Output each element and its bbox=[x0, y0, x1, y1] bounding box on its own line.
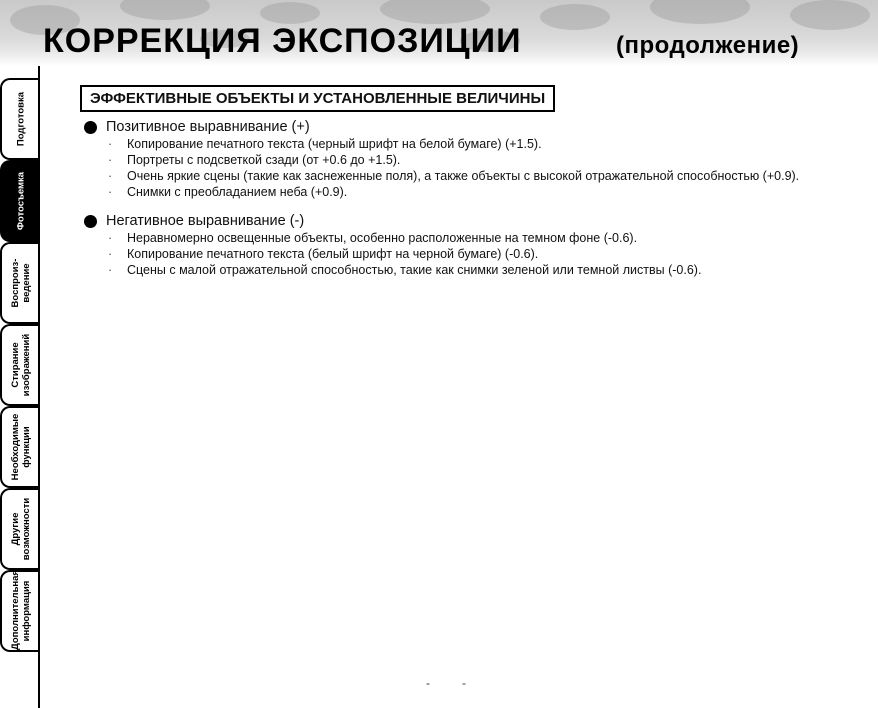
list-item bbox=[108, 247, 538, 261]
list-item-text: Копирование печатного текста (черный шрифт на белой бумаге) (+1.5). bbox=[127, 137, 542, 151]
bullet-icon bbox=[84, 215, 97, 228]
list-item-text: Сцены с малой отражательной способностью, такие как снимки зеленой или темной листвы (-0.6). bbox=[127, 263, 702, 277]
list-item-text: Неравномерно освещенные объекты, особенно расположенные на темном фоне (-0.6). bbox=[127, 231, 638, 245]
list-item-text: Копирование печатного текста (белый шрифт на черной бумаге) (-0.6). bbox=[127, 247, 539, 261]
tab-preparation[interactable] bbox=[0, 78, 40, 160]
tab-label: Стирание изображений bbox=[10, 333, 32, 397]
tab-label: Необходимые функции bbox=[10, 413, 32, 481]
tab-essential-functions[interactable] bbox=[0, 406, 40, 488]
list-item bbox=[108, 263, 701, 277]
list-item bbox=[108, 137, 542, 151]
tab-other-features[interactable] bbox=[0, 488, 40, 570]
rail-divider bbox=[38, 66, 40, 708]
tab-label: Фотосъемка bbox=[15, 171, 27, 231]
list-item bbox=[108, 169, 799, 183]
tab-additional-info[interactable] bbox=[0, 570, 40, 652]
list-item-text: Портреты с подсветкой сзади (от +0.6 до +1.5). bbox=[127, 153, 401, 167]
tab-shooting[interactable] bbox=[0, 160, 40, 242]
page-subtitle: (продолжение) bbox=[616, 32, 800, 59]
bullet-icon bbox=[84, 121, 97, 134]
group-title: Негативное выравнивание (-) bbox=[106, 213, 305, 229]
tab-erasing[interactable] bbox=[0, 324, 40, 406]
section-heading: ЭФФЕКТИВНЫЕ ОБЪЕКТЫ И УСТАНОВЛЕННЫЕ ВЕЛИЧИНЫ bbox=[80, 85, 555, 112]
dot-icon: · bbox=[108, 169, 113, 183]
list-item bbox=[108, 231, 637, 245]
dot-icon: · bbox=[108, 153, 113, 167]
dot-icon: · bbox=[108, 185, 113, 199]
dot-icon: · bbox=[108, 137, 113, 151]
list-item bbox=[108, 185, 347, 199]
negative-group-heading bbox=[84, 213, 304, 229]
side-tab-rail bbox=[0, 66, 40, 708]
page-title: КОРРЕКЦИЯ ЭКСПОЗИЦИИ bbox=[43, 22, 522, 60]
list-item bbox=[108, 153, 400, 167]
page-number-mark: - bbox=[462, 676, 466, 690]
tab-label: Другие возможности bbox=[10, 497, 32, 561]
dot-icon: · bbox=[108, 231, 113, 245]
header-banner bbox=[0, 0, 878, 66]
tab-label: Подготовка bbox=[15, 91, 27, 147]
tab-label: Дополнительная информация bbox=[10, 570, 32, 650]
tab-label: Воспроиз- ведение bbox=[10, 258, 32, 308]
dot-icon: · bbox=[108, 263, 113, 277]
list-item-text: Снимки с преобладанием неба (+0.9). bbox=[127, 185, 348, 199]
positive-group-heading bbox=[84, 119, 310, 135]
list-item-text: Очень яркие сцены (такие как заснеженные поля), а также объекты с высокой отражательной способностью (+0.9). bbox=[127, 169, 800, 183]
dot-icon: · bbox=[108, 247, 113, 261]
page-number-mark: - bbox=[426, 676, 430, 690]
tab-playback[interactable] bbox=[0, 242, 40, 324]
group-title: Позитивное выравнивание (+) bbox=[106, 119, 310, 135]
